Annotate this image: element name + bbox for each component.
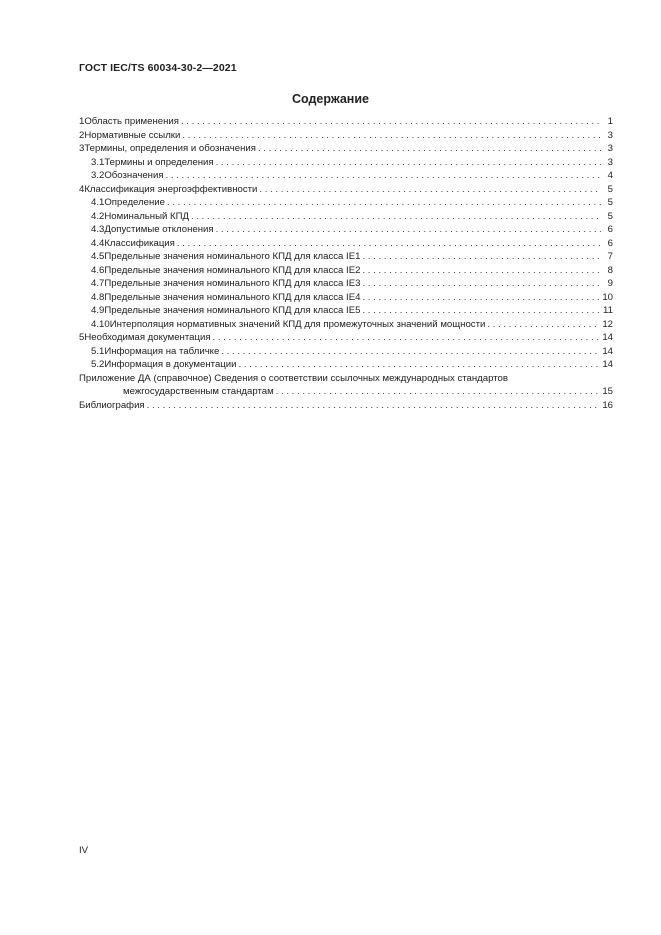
- toc-leader-dots: [221, 345, 600, 359]
- toc-page-number: 3: [607, 129, 613, 141]
- toc-page-number: 11: [603, 305, 613, 316]
- toc-entry[interactable]: [79, 169, 613, 183]
- toc-page-number: 4: [607, 170, 613, 181]
- toc-entry[interactable]: [79, 250, 613, 264]
- toc-entry[interactable]: [79, 237, 613, 251]
- toc-entry-label: Определение: [104, 197, 166, 208]
- toc-entry-label: Термины и определения: [104, 156, 214, 168]
- toc-leader-dots: [191, 210, 601, 224]
- toc-page-number: 5: [607, 183, 613, 195]
- toc-entry-label: Предельные значения номинального КПД для класса IE3: [104, 278, 361, 289]
- toc-entry[interactable]: [79, 304, 613, 318]
- toc-entry-number: 4.3: [91, 224, 105, 235]
- toc-entry[interactable]: [79, 223, 613, 237]
- toc-entries: [79, 115, 613, 372]
- toc-entry-number: 2: [79, 129, 85, 141]
- toc-entry-number: 5.1: [91, 345, 105, 357]
- toc-entry[interactable]: [79, 142, 613, 156]
- toc-page-number: 12: [602, 318, 613, 330]
- toc-leader-dots: [167, 196, 601, 210]
- toc-entry-number: 4: [79, 183, 85, 195]
- toc-leader-dots: [181, 115, 601, 129]
- toc-entry-label: Номинальный КПД: [104, 210, 189, 222]
- toc-entry-number: 4.10: [91, 318, 110, 330]
- toc-entry-number: 4.6: [91, 264, 105, 276]
- toc-entry-number: 4.9: [91, 305, 105, 316]
- toc-entry-label: Классификация энергоэффективности: [84, 183, 258, 195]
- toc-page-number: 3: [607, 156, 613, 168]
- toc-entry[interactable]: [79, 277, 613, 291]
- toc-entry-label: Термины, определения и обозначения: [84, 143, 256, 154]
- toc-leader-dots: [362, 277, 601, 291]
- toc-leader-dots: [216, 156, 601, 170]
- toc-entry-label: Предельные значения номинального КПД для класса IE2: [104, 264, 361, 276]
- toc-entry-number: 5.2: [91, 359, 105, 370]
- toc-entry[interactable]: [79, 196, 613, 210]
- toc-leader-dots: [362, 264, 601, 278]
- toc-entry[interactable]: [79, 115, 613, 129]
- toc-page-number: 15: [602, 386, 613, 397]
- toc-page-number: 10: [602, 291, 613, 303]
- toc-entry[interactable]: [79, 358, 613, 372]
- toc-page-number: 6: [607, 224, 613, 235]
- document-code: ГОСТ IEC/TS 60034-30-2—2021: [79, 62, 237, 74]
- toc-entry[interactable]: [79, 264, 613, 278]
- toc-page-number: 5: [607, 197, 613, 208]
- toc-title: Содержание: [291, 92, 369, 106]
- toc-entry-label: Обозначения: [104, 170, 164, 181]
- toc-entry[interactable]: [79, 129, 613, 143]
- toc-entry[interactable]: [79, 345, 613, 359]
- toc-entry-number: 3.1: [91, 156, 105, 168]
- toc-page-number: 6: [607, 237, 613, 249]
- toc-page-number: 16: [602, 399, 613, 411]
- toc-leader-dots: [362, 291, 600, 305]
- toc-leader-dots: [182, 129, 601, 143]
- toc-leader-dots: [362, 250, 601, 264]
- toc-bibliography-entry[interactable]: [79, 399, 613, 413]
- toc-entry-label: Область применения: [84, 116, 179, 127]
- toc-entry-number: 5: [79, 332, 85, 343]
- toc-page-number: 3: [607, 143, 613, 154]
- toc-entry-label: Информация в документации: [104, 359, 237, 370]
- toc-entry-number: 3: [79, 143, 85, 154]
- toc-entry[interactable]: [79, 210, 613, 224]
- toc-entry-label: Библиография: [79, 399, 145, 411]
- toc-leader-dots: [216, 223, 601, 237]
- toc-entry[interactable]: [79, 183, 613, 197]
- toc-entry-label: Предельные значения номинального КПД для класса IE1: [104, 251, 361, 262]
- toc-entry-label: Нормативные ссылки: [84, 129, 181, 141]
- toc-entry-label: Необходимая документация: [84, 332, 211, 343]
- toc-entry[interactable]: [79, 331, 613, 345]
- toc-leader-dots: [487, 318, 600, 332]
- toc-entry-label: Предельные значения номинального КПД для класса IE4: [104, 291, 361, 303]
- toc-page-number: 9: [607, 278, 613, 289]
- toc-entry-label: Информация на табличке: [104, 345, 220, 357]
- toc-entry[interactable]: [79, 156, 613, 170]
- toc-entry-number: 4.1: [91, 197, 105, 208]
- toc-page-number: 8: [607, 264, 613, 276]
- toc-leader-dots: [362, 304, 601, 318]
- toc-leader-dots: [259, 183, 601, 197]
- toc-page-number: 7: [607, 251, 613, 262]
- toc-entry-number: 4.2: [91, 210, 105, 222]
- toc-leader-dots: [239, 358, 601, 372]
- toc-page-number: 14: [602, 359, 613, 370]
- toc-entry-number: 4.7: [91, 278, 105, 289]
- toc-entry[interactable]: [79, 318, 613, 332]
- toc-appendix-title: Приложение ДА (справочное) Сведения о соответствии ссылочных международных стандартов: [79, 372, 508, 384]
- toc-leader-dots: [177, 237, 601, 251]
- toc-entry-number: 4.5: [91, 251, 105, 262]
- toc-page-number: 1: [607, 116, 613, 127]
- table-of-contents: [79, 115, 613, 412]
- toc-leader-dots: [166, 169, 601, 183]
- toc-entry-number: 1: [79, 116, 85, 127]
- toc-page-number: 14: [602, 332, 613, 343]
- toc-leader-dots: [276, 385, 601, 399]
- toc-entry-label: Интерполяция нормативных значений КПД для промежуточных значений мощности: [109, 318, 486, 330]
- toc-entry-label: Допустимые отклонения: [104, 224, 214, 235]
- toc-page-number: 14: [602, 345, 613, 357]
- toc-leader-dots: [213, 331, 601, 345]
- toc-entry-label: Классификация: [104, 237, 175, 249]
- toc-entry-label: Предельные значения номинального КПД для класса IE5: [104, 305, 361, 316]
- toc-page-number: 5: [607, 210, 613, 222]
- toc-leader-dots: [147, 399, 601, 413]
- toc-appendix-entry[interactable]: [79, 372, 613, 399]
- toc-entry[interactable]: [79, 291, 613, 305]
- page-number: IV: [79, 845, 89, 856]
- toc-appendix-title-cont: межгосударственным стандартам: [123, 386, 274, 397]
- toc-entry-number: 4.8: [91, 291, 105, 303]
- toc-entry-number: 3.2: [91, 170, 105, 181]
- toc-leader-dots: [258, 142, 601, 156]
- toc-entry-number: 4.4: [91, 237, 105, 249]
